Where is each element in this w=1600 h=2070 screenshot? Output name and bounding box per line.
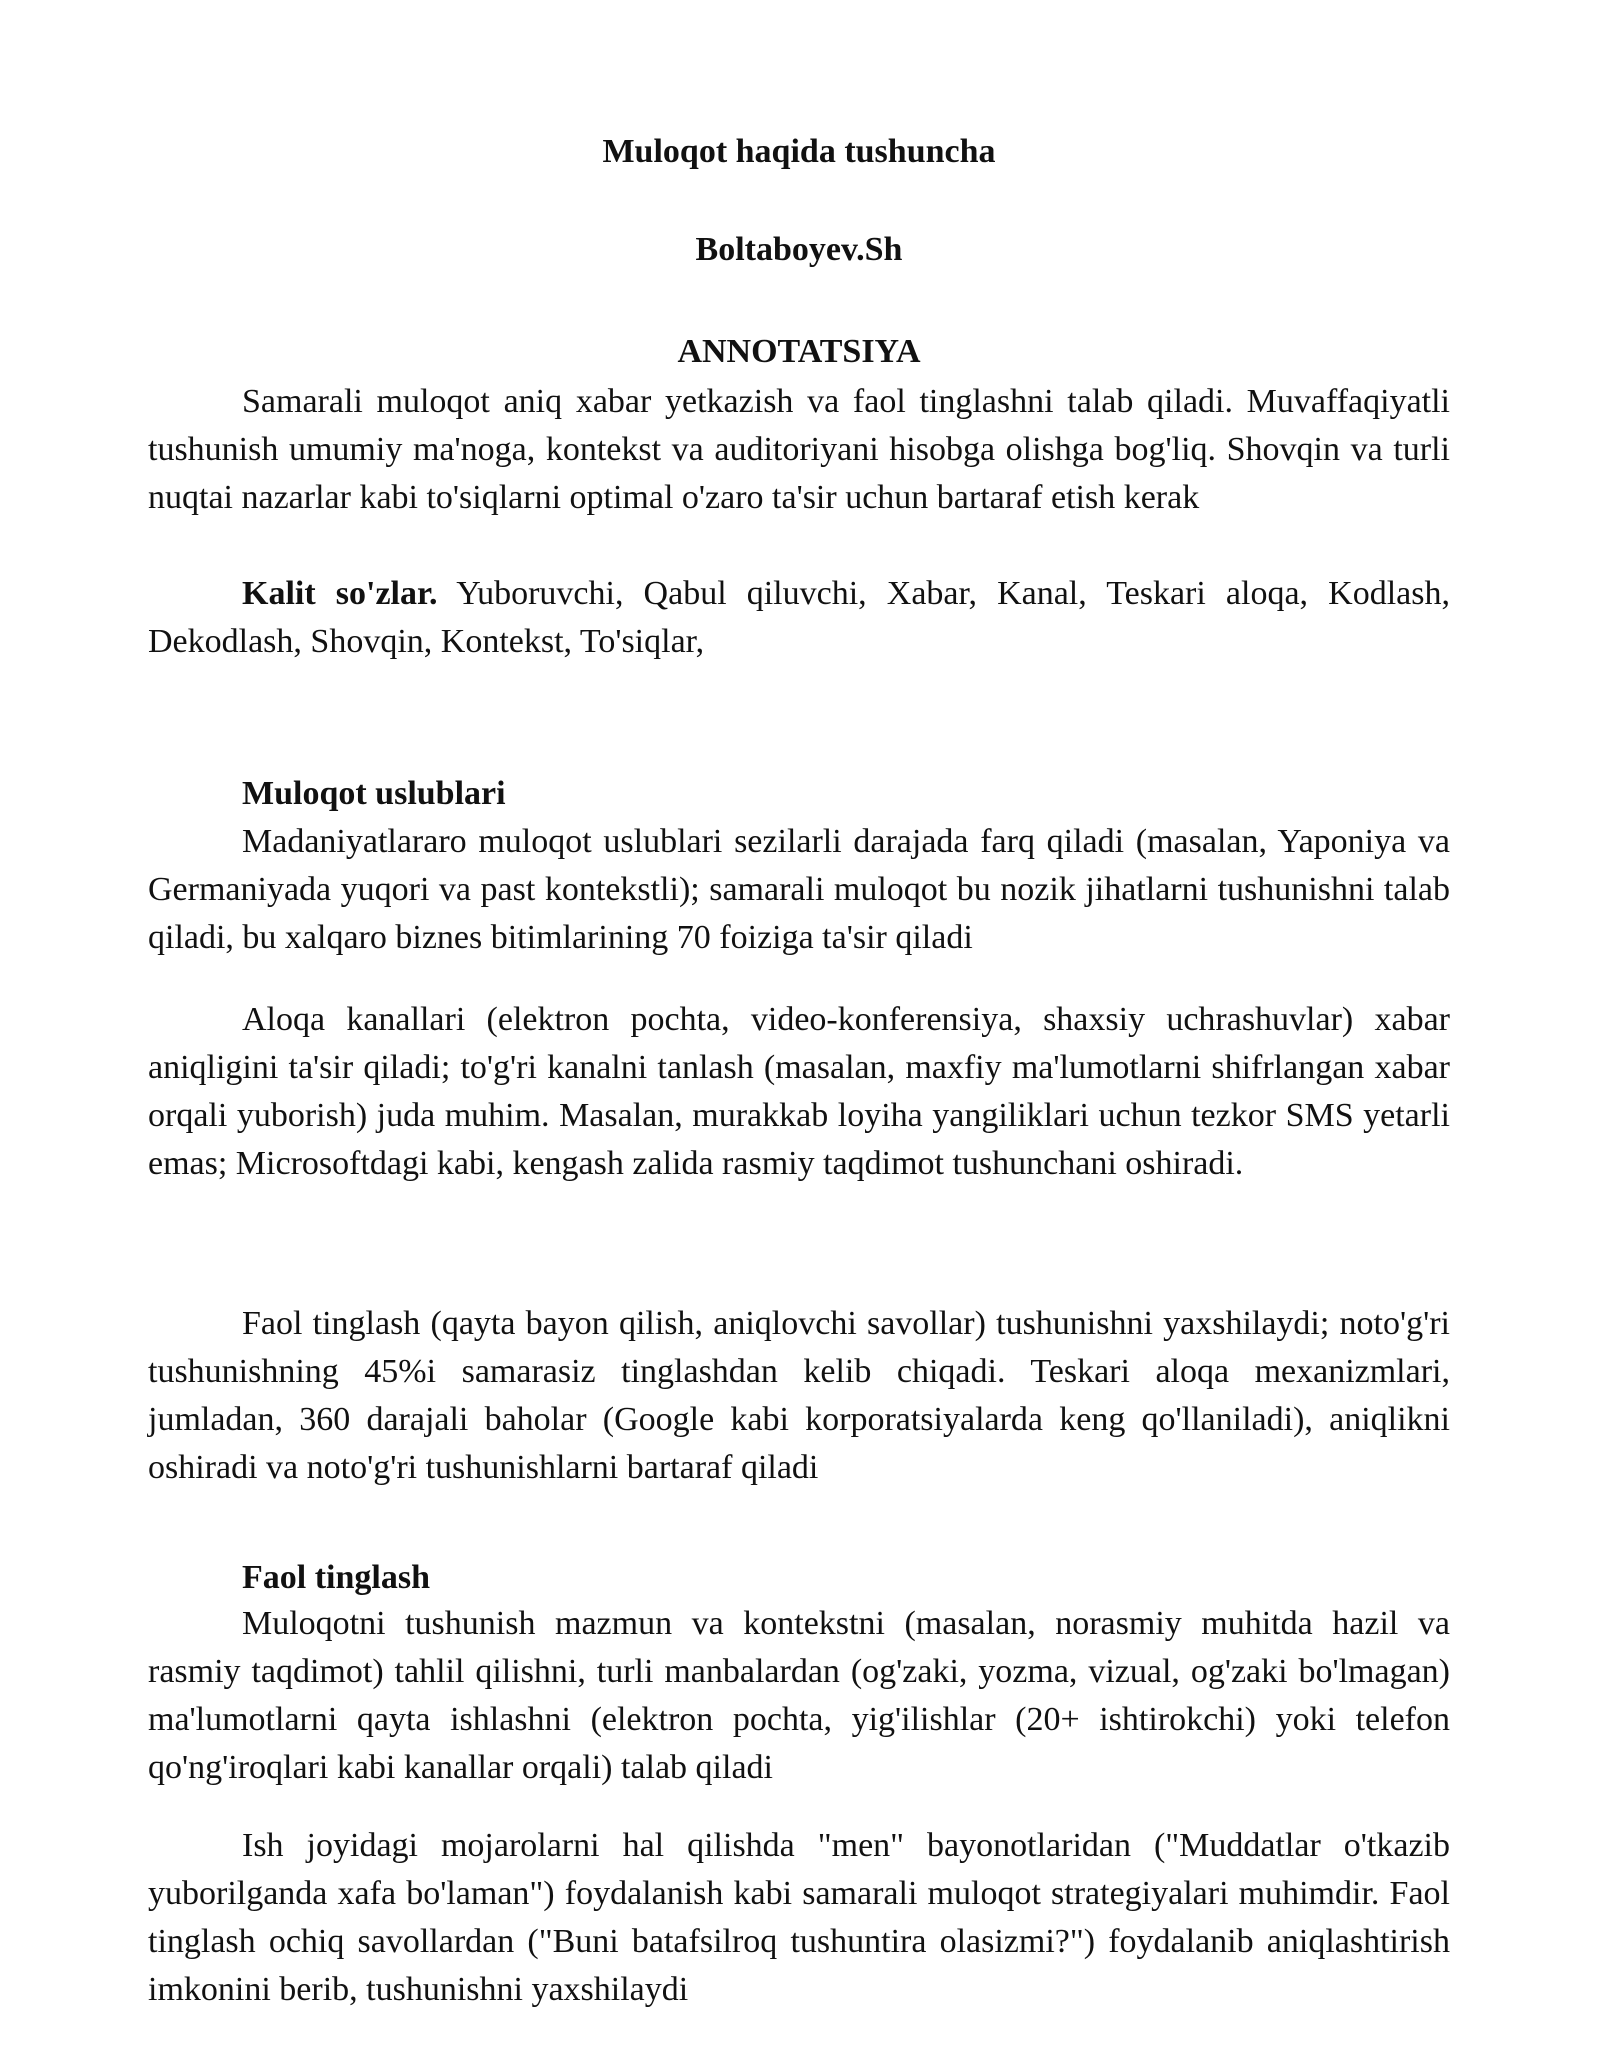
paragraph-context-analysis: Muloqotni tushunish mazmun va kontekstni (masalan, norasmiy muhitda hazil va rasmiy taqdimot) tahlil qilishni, turli manbalardan (og'zaki, yozma, vizual, og'zaki bo'lmagan) ma'lumotlarni qayta ishlashni (elektron pochta, yig'ilishlar (20+ ishtirokchi) yoki telefon qo'ng'iroqlari kabi kanallar orqali) talab qiladi: [148, 1605, 1450, 1786]
section-heading-faol-tinglash: Faol tinglash: [242, 1559, 430, 1596]
keywords-list: Yuboruvchi, Qabul qiluvchi, Xabar, Kanal, Teskari aloqa, Kodlash, Dekodlash, Shovqin, Kontekst, To'siqlar,: [148, 575, 1450, 660]
paragraph-cultural-styles: Madaniyatlararo muloqot uslublari sezilarli darajada farq qiladi (masalan, Yaponiya va Germaniyada yuqori va past kontekstli); samarali muloqot bu nozik jihatlarni tushunishni talab qiladi, bu xalqaro biznes bitimlarining 70 foiziga ta'sir qiladi: [148, 823, 1450, 956]
paragraph-feedback-mechanisms: Faol tinglash (qayta bayon qilish, aniqlovchi savollar) tushunishni yaxshilaydi; noto'g'ri tushunishning 45%i samarasiz tinglashdan kelib chiqadi. Teskari aloqa mexanizmlari, jumladan, 360 darajali baholar (Google kabi korporatsiyalarda keng qo'llaniladi), aniqlikni oshiradi va noto'g'ri tushunishlarni bartaraf qiladi: [148, 1305, 1450, 1486]
document-title: Muloqot haqida tushuncha: [602, 133, 996, 170]
author-name: Boltaboyev.Sh: [695, 231, 903, 268]
paragraph-conflict-strategies: Ish joyidagi mojarolarni hal qilishda "men" bayonotlaridan ("Muddatlar o'tkazib yuborilganda xafa bo'laman") foydalanish kabi samarali muloqot strategiyalari muhimdir. Faol tinglash ochiq savollardan ("Buni batafsilroq tushuntira olasizmi?") foydalanib aniqlashtirish imkonini berib, tushunishni yaxshilaydi: [148, 1827, 1450, 2008]
section-heading-muloqot-uslublari: Muloqot uslublari: [242, 775, 506, 812]
keywords-paragraph: [148, 570, 1450, 666]
annotation-heading: ANNOTATSIYA: [677, 333, 921, 370]
paragraph-communication-channels: Aloqa kanallari (elektron pochta, video-konferensiya, shaxsiy uchrashuvlar) xabar aniqligini ta'sir qiladi; to'g'ri kanalni tanlash (masalan, maxfiy ma'lumotlarni shifrlangan xabar orqali yuborish) juda muhim. Masalan, murakkab loyiha yangiliklari uchun tezkor SMS yetarli emas; Microsoftdagi kabi, kengash zalida rasmiy taqdimot tushunchani oshiradi.: [148, 1001, 1450, 1182]
annotation-paragraph: Samarali muloqot aniq xabar yetkazish va faol tinglashni talab qiladi. Muvaffaqiyatli tushunish umumiy ma'noga, kontekst va auditoriyani hisobga olishga bog'liq. Shovqin va turli nuqtai nazarlar kabi to'siqlarni optimal o'zaro ta'sir uchun bartaraf etish kerak: [148, 383, 1450, 516]
keywords-label: Kalit so'zlar.: [242, 575, 438, 612]
